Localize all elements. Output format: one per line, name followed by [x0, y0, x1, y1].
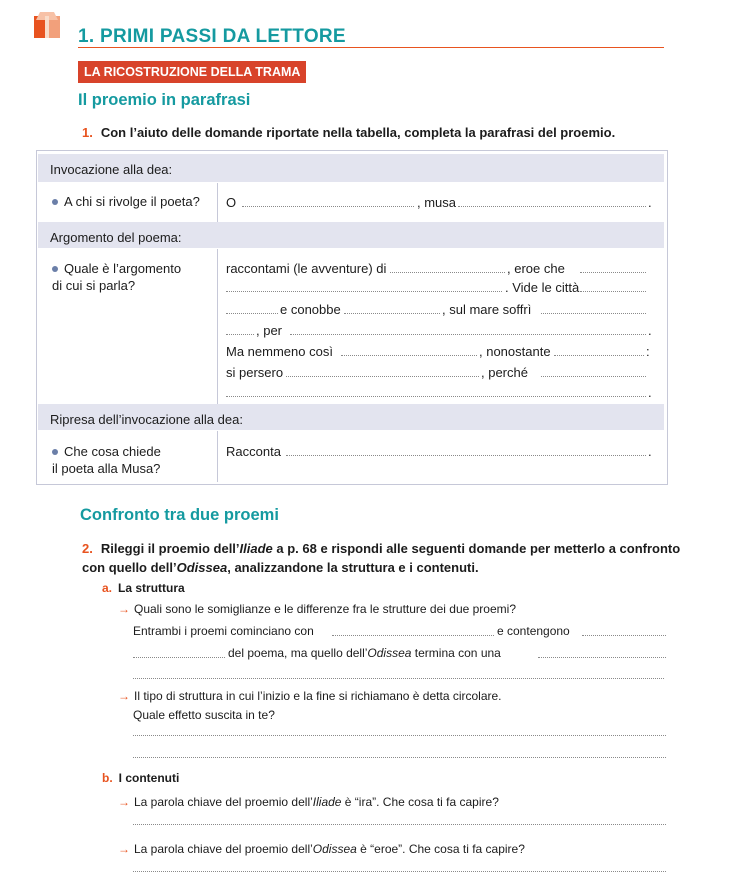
section-title: Confronto tra due proemi — [80, 506, 279, 524]
answer-blank[interactable] — [458, 206, 646, 207]
table-column-divider — [217, 249, 218, 404]
answer-blank[interactable] — [580, 272, 646, 273]
subtitle: Il proemio in parafrasi — [78, 91, 251, 109]
table-section-header: Ripresa dell’invocazione alla dea: — [38, 404, 664, 430]
chapter-underline — [78, 47, 664, 48]
book-icon — [30, 10, 64, 44]
bullet-icon — [52, 266, 58, 272]
bullet-icon — [52, 449, 58, 455]
answer-blank[interactable] — [133, 871, 666, 872]
answer-blank[interactable] — [554, 355, 644, 356]
subsection-a: a. La struttura — [102, 581, 185, 595]
answer-blank[interactable] — [290, 334, 646, 335]
answer-blank[interactable] — [133, 757, 666, 758]
answer-text: , musa — [417, 195, 457, 210]
exercise-1-instruction: 1. Con l’aiuto delle domande riportate nella tabella, completa la parafrasi del proemio. — [82, 125, 616, 140]
answer-blank[interactable] — [580, 291, 646, 292]
answer-blank[interactable] — [133, 678, 664, 679]
question-item: → Il tipo di struttura in cui l’inizio e la fine si richiamano è detta circolare. Quale effetto suscita in te? — [118, 689, 502, 722]
arrow-right-icon: → — [118, 689, 130, 703]
answer-blank[interactable] — [133, 824, 666, 825]
answer-blank[interactable] — [286, 376, 479, 377]
answer-blank[interactable] — [541, 376, 646, 377]
arrow-right-icon: → — [118, 795, 130, 809]
table-section-header: Argomento del poema: — [38, 222, 664, 248]
table-column-divider — [217, 183, 218, 222]
answer-blank[interactable] — [538, 657, 666, 658]
bullet-icon — [52, 199, 58, 205]
answer-text: O — [226, 195, 237, 210]
question-item: → Quali sono le somiglianze e le differenze fra le strutture dei due proemi? — [118, 602, 516, 616]
answer-blank[interactable] — [541, 313, 646, 314]
answer-blank[interactable] — [133, 735, 666, 736]
question-item: → La parola chiave del proemio dell’Odissea è “eroe”. Che cosa ti fa capire? — [118, 842, 525, 856]
arrow-right-icon: → — [118, 842, 130, 856]
answer-blank[interactable] — [226, 313, 278, 314]
answer-blank[interactable] — [133, 657, 225, 658]
subsection-b: b. I contenuti — [102, 771, 180, 785]
answer-text: . — [648, 195, 652, 210]
answer-blank[interactable] — [390, 272, 505, 273]
exercise-2-instruction: 2. Rileggi il proemio dell’Iliade a p. 68 e rispondi alle seguenti domande per metterlo a confronto con quello dell’Odissea, analizzandone la struttura e i contenuti. — [82, 541, 681, 575]
table-section-header: Invocazione alla dea: — [38, 154, 664, 182]
answer-blank[interactable] — [344, 313, 440, 314]
section-tag: LA RICOSTRUZIONE DELLA TRAMA — [78, 61, 306, 83]
answer-blank[interactable] — [226, 334, 254, 335]
question-cell: A chi si rivolge il poeta? — [52, 194, 200, 209]
answer-blank[interactable] — [341, 355, 477, 356]
question-cell: Quale è l’argomento di cui si parla? — [52, 261, 182, 293]
answer-blank[interactable] — [242, 206, 414, 207]
chapter-title: 1. PRIMI PASSI DA LETTORE — [78, 26, 346, 47]
answer-blank[interactable] — [226, 291, 502, 292]
table-column-divider — [217, 431, 218, 482]
question-cell: Che cosa chiede il poeta alla Musa? — [52, 444, 161, 476]
answer-blank[interactable] — [582, 635, 666, 636]
arrow-right-icon: → — [118, 602, 130, 616]
answer-blank[interactable] — [226, 396, 646, 397]
answer-blank[interactable] — [332, 635, 494, 636]
exercise-number: 1. — [82, 125, 93, 140]
question-item: → La parola chiave del proemio dell’Iliade è “ira”. Che cosa ti fa capire? — [118, 795, 499, 809]
answer-blank[interactable] — [286, 455, 646, 456]
